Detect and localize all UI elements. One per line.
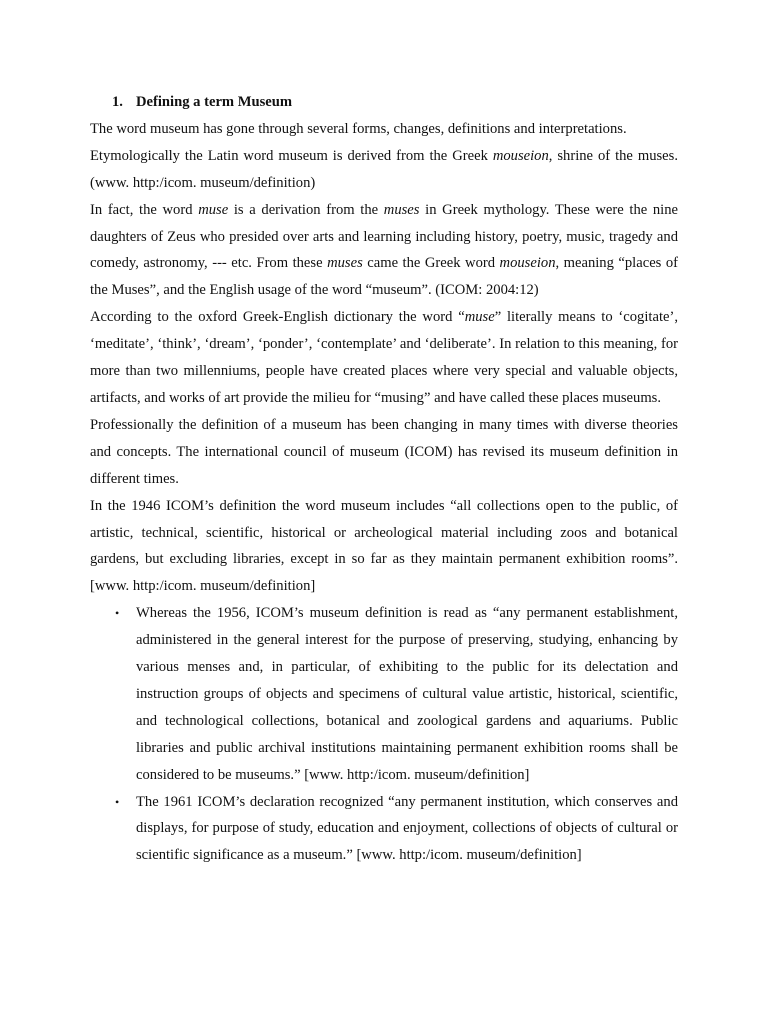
paragraph-etymology [90, 143, 678, 197]
section-heading [90, 89, 678, 116]
section-number: 1. [112, 94, 123, 110]
text-run: came the Greek word [362, 255, 500, 272]
text-run: is a derivation from the [228, 201, 384, 218]
text-run: According to the oxford Greek-English dictionary the word “ [90, 309, 465, 326]
list-item-text: The 1961 ICOM’s declaration recognized “any permanent institution, which conserves and displays, for purpose of study, education and enjoyment, collections of objects of cultural or scientific significance as a museum.” [www. http:/icom. museum/definition] [136, 793, 678, 864]
definition-list [90, 600, 678, 869]
paragraph-intro-text: The word museum has gone through several forms, changes, definitions and interpretations. [90, 120, 627, 137]
italic-term: muses [383, 201, 420, 218]
italic-term: mouseion [492, 147, 549, 164]
paragraph-dictionary [90, 304, 678, 412]
list-item [115, 789, 678, 870]
paragraph-1946-definition [90, 493, 678, 601]
list-item [115, 600, 678, 788]
paragraph-mythology [90, 197, 678, 305]
text-run: In fact, the word [90, 201, 199, 218]
section-title: Defining a term Museum [136, 94, 293, 110]
italic-term: muse [198, 201, 229, 218]
text-run: in Greek mythology. These were the nine daughters of Zeus who presided over arts and learning including history, poetry, music, tragedy and comedy, astronomy, --- etc. From these [90, 201, 679, 272]
text-run: In the 1946 ICOM’s definition the word museum includes “all collections open to the public, of artistic, technical, scientific, historical or archeological material including zoos and botanical gardens, but excluding libraries, except in so far as they maintain permanent exhibition rooms”. [www. http:/icom. museum/definition] [90, 497, 678, 595]
text-run: Etymologically the Latin word museum is derived from the Greek [90, 147, 493, 164]
paragraph-intro [90, 116, 678, 143]
bullet-icon: • [115, 794, 120, 809]
italic-term: muse [464, 309, 495, 326]
italic-term: mouseion [499, 255, 556, 272]
italic-term: muses [327, 255, 363, 272]
text-run: , meaning “places of the Muses”, and the English usage of the word “museum”. (ICOM: 2004:12) [90, 255, 679, 299]
paragraph-professional [90, 412, 678, 493]
document-body [90, 89, 678, 869]
text-run: ” literally means to ‘cogitate’, ‘meditate’, ‘think’, ‘dream’, ‘ponder’, ‘contemplate’ and ‘deliberate’. In relation to this meaning, for more than two millenniums, people have created places where very special and valuable objects, artifacts, and works of art provide the milieu for “musing” and have called these places museums. [90, 309, 678, 406]
list-item-text: Whereas the 1956, ICOM’s museum definition is read as “any permanent establishment, administered in the general interest for the purpose of preserving, studying, enhancing by various menses and, in particular, of exhibiting to the public for its delectation and instruction groups of objects and specimens of cultural value artistic, historical, scientific, and technological collections, botanical and zoological gardens and aquariums. Public libraries and public archival institutions maintaining permanent exhibition rooms shall be considered to be museums.” [www. http:/icom. museum/definition] [136, 605, 678, 783]
bullet-icon: • [115, 606, 120, 621]
text-run: Professionally the definition of a museum has been changing in many times with diverse theories and concepts. The international council of museum (ICOM) has revised its museum definition in different times. [90, 416, 678, 487]
text-run: , shrine of the muses. (www. http:/icom. museum/definition) [90, 147, 678, 191]
